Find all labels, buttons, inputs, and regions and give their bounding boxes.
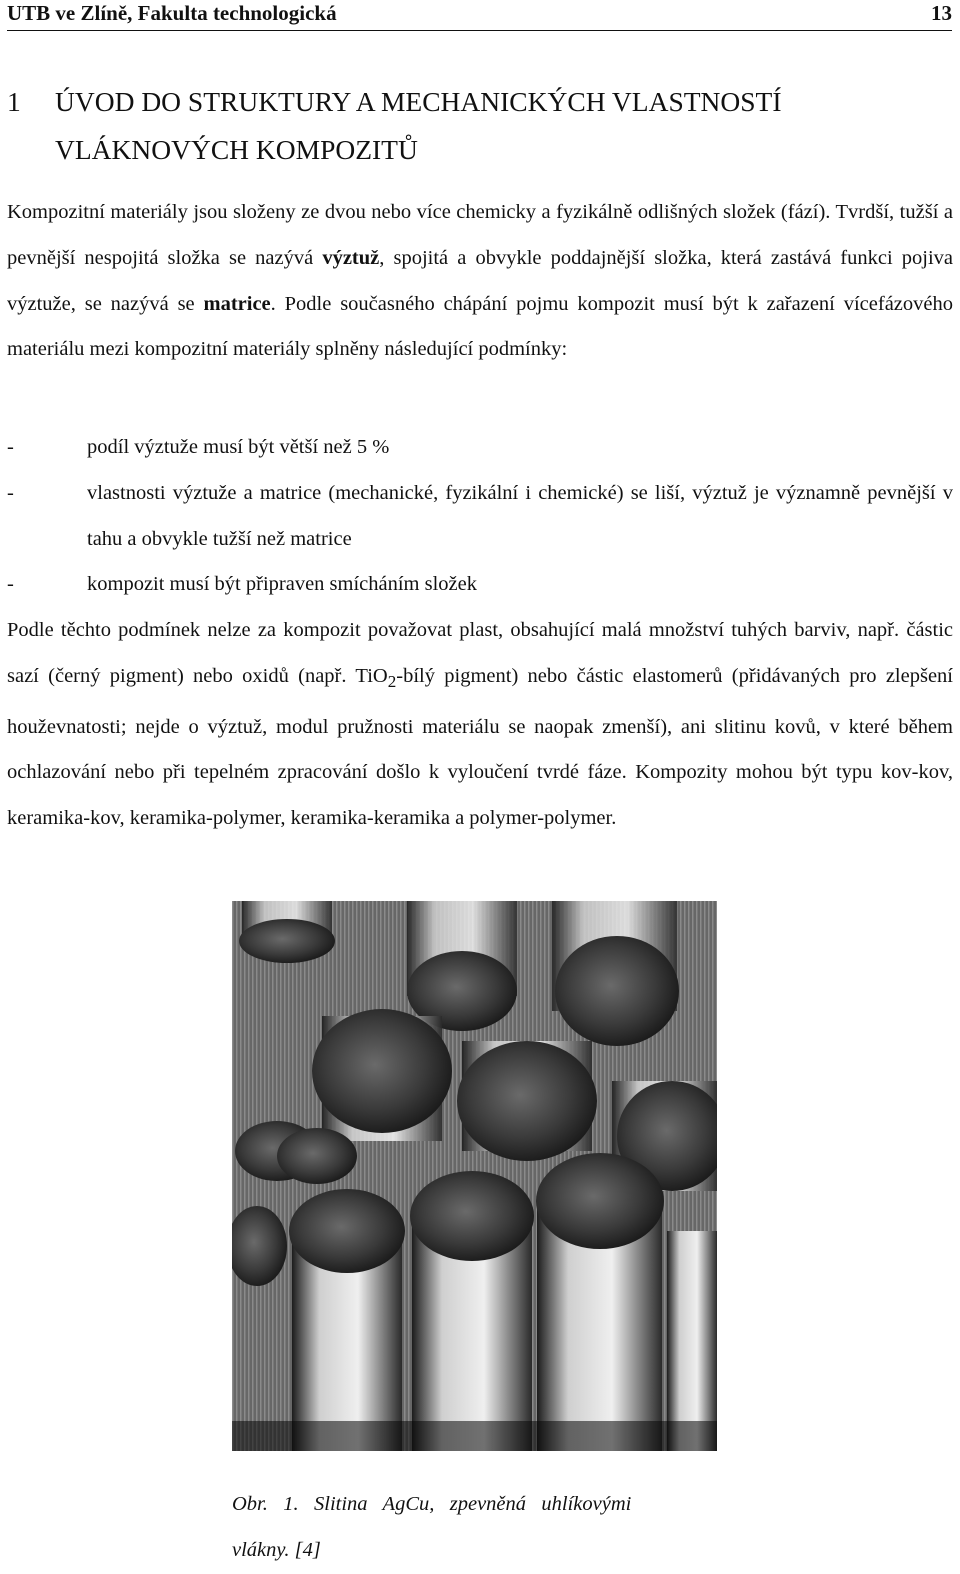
list-item [7, 562, 953, 608]
conditions-list [7, 425, 953, 608]
list-item [7, 425, 953, 471]
list-item [7, 471, 953, 563]
intro-paragraph [7, 190, 953, 373]
micrograph-figure [232, 901, 717, 1451]
page-header [7, 0, 952, 31]
caption-line2: vlákny. [4] [232, 1538, 321, 1561]
conditions-text-1: Podle těchto podmínek nelze za kompozit považovat plast, obsahující malá množství tuhých barviv, např. částic sazí (černý pigment) nebo oxidů (např. TiO [7, 619, 953, 687]
list-bullet: - [7, 573, 14, 596]
fiber-micrograph [232, 901, 717, 1451]
term-matrix: matrice [203, 292, 271, 315]
term-reinforcement: výztuž [322, 246, 380, 269]
subscript-two: 2 [387, 671, 397, 691]
figure-caption [232, 1482, 732, 1574]
caption-line1: Obr. 1. Slitina AgCu, zpevněná uhlíkovými [232, 1493, 632, 1515]
intro-text-2: , spojitá a obvykle poddajnější složka, která zastává funkci pojiva výztuže, se nazývá se [7, 246, 953, 315]
header-title: UTB ve Zlíně, Fakulta technologická [7, 1, 337, 25]
list-item-text: vlastnosti výztuže a matrice (mechanické, fyzikální i chemické) se liší, výztuž je významně pevnější v tahu a obvykle tužší než matrice [87, 481, 953, 550]
list-bullet: - [7, 436, 14, 458]
chapter-title-line1: ÚVOD DO STRUKTURY A MECHANICKÝCH VLASTNOSTÍ [55, 86, 782, 117]
list-bullet: - [7, 481, 14, 504]
list-item-text: podíl výztuže musí být větší než 5 % [87, 436, 390, 458]
chapter-number: 1 [7, 86, 21, 117]
intro-text-1: Kompozitní materiály jsou složeny ze dvou nebo více chemicky a fyzikálně odlišných složek (fází). Tvrdší, tužší a pevnější nespojitá složka se nazývá [7, 201, 953, 269]
conditions-text-2: -bílý pigment) nebo částic elastomerů (přidávaných pro zlepšení houževnatosti; nejde o výztuž, modul pružnosti materiálu se naopak zmenší), ani slitinu kovů, v které během ochlazování nebo při tepelném zpracování došlo k vyloučení tvrdé fáze. Kompozity mohou být typu kov-kov, keramika-kov, keramika-polymer, keramika-keramika a polymer-polymer. [7, 664, 953, 830]
intro-text-3: . Podle současného chápání pojmu kompozit musí být k zařazení vícefázového materiálu mezi kompozitní materiály splněny následující podmínky: [7, 292, 953, 361]
page-number: 13 [931, 1, 952, 25]
chapter-title-line2: VLÁKNOVÝCH KOMPOZITŮ [55, 134, 418, 165]
list-item-text: kompozit musí být připraven smícháním složek [87, 573, 478, 596]
conditions-paragraph [7, 608, 953, 842]
